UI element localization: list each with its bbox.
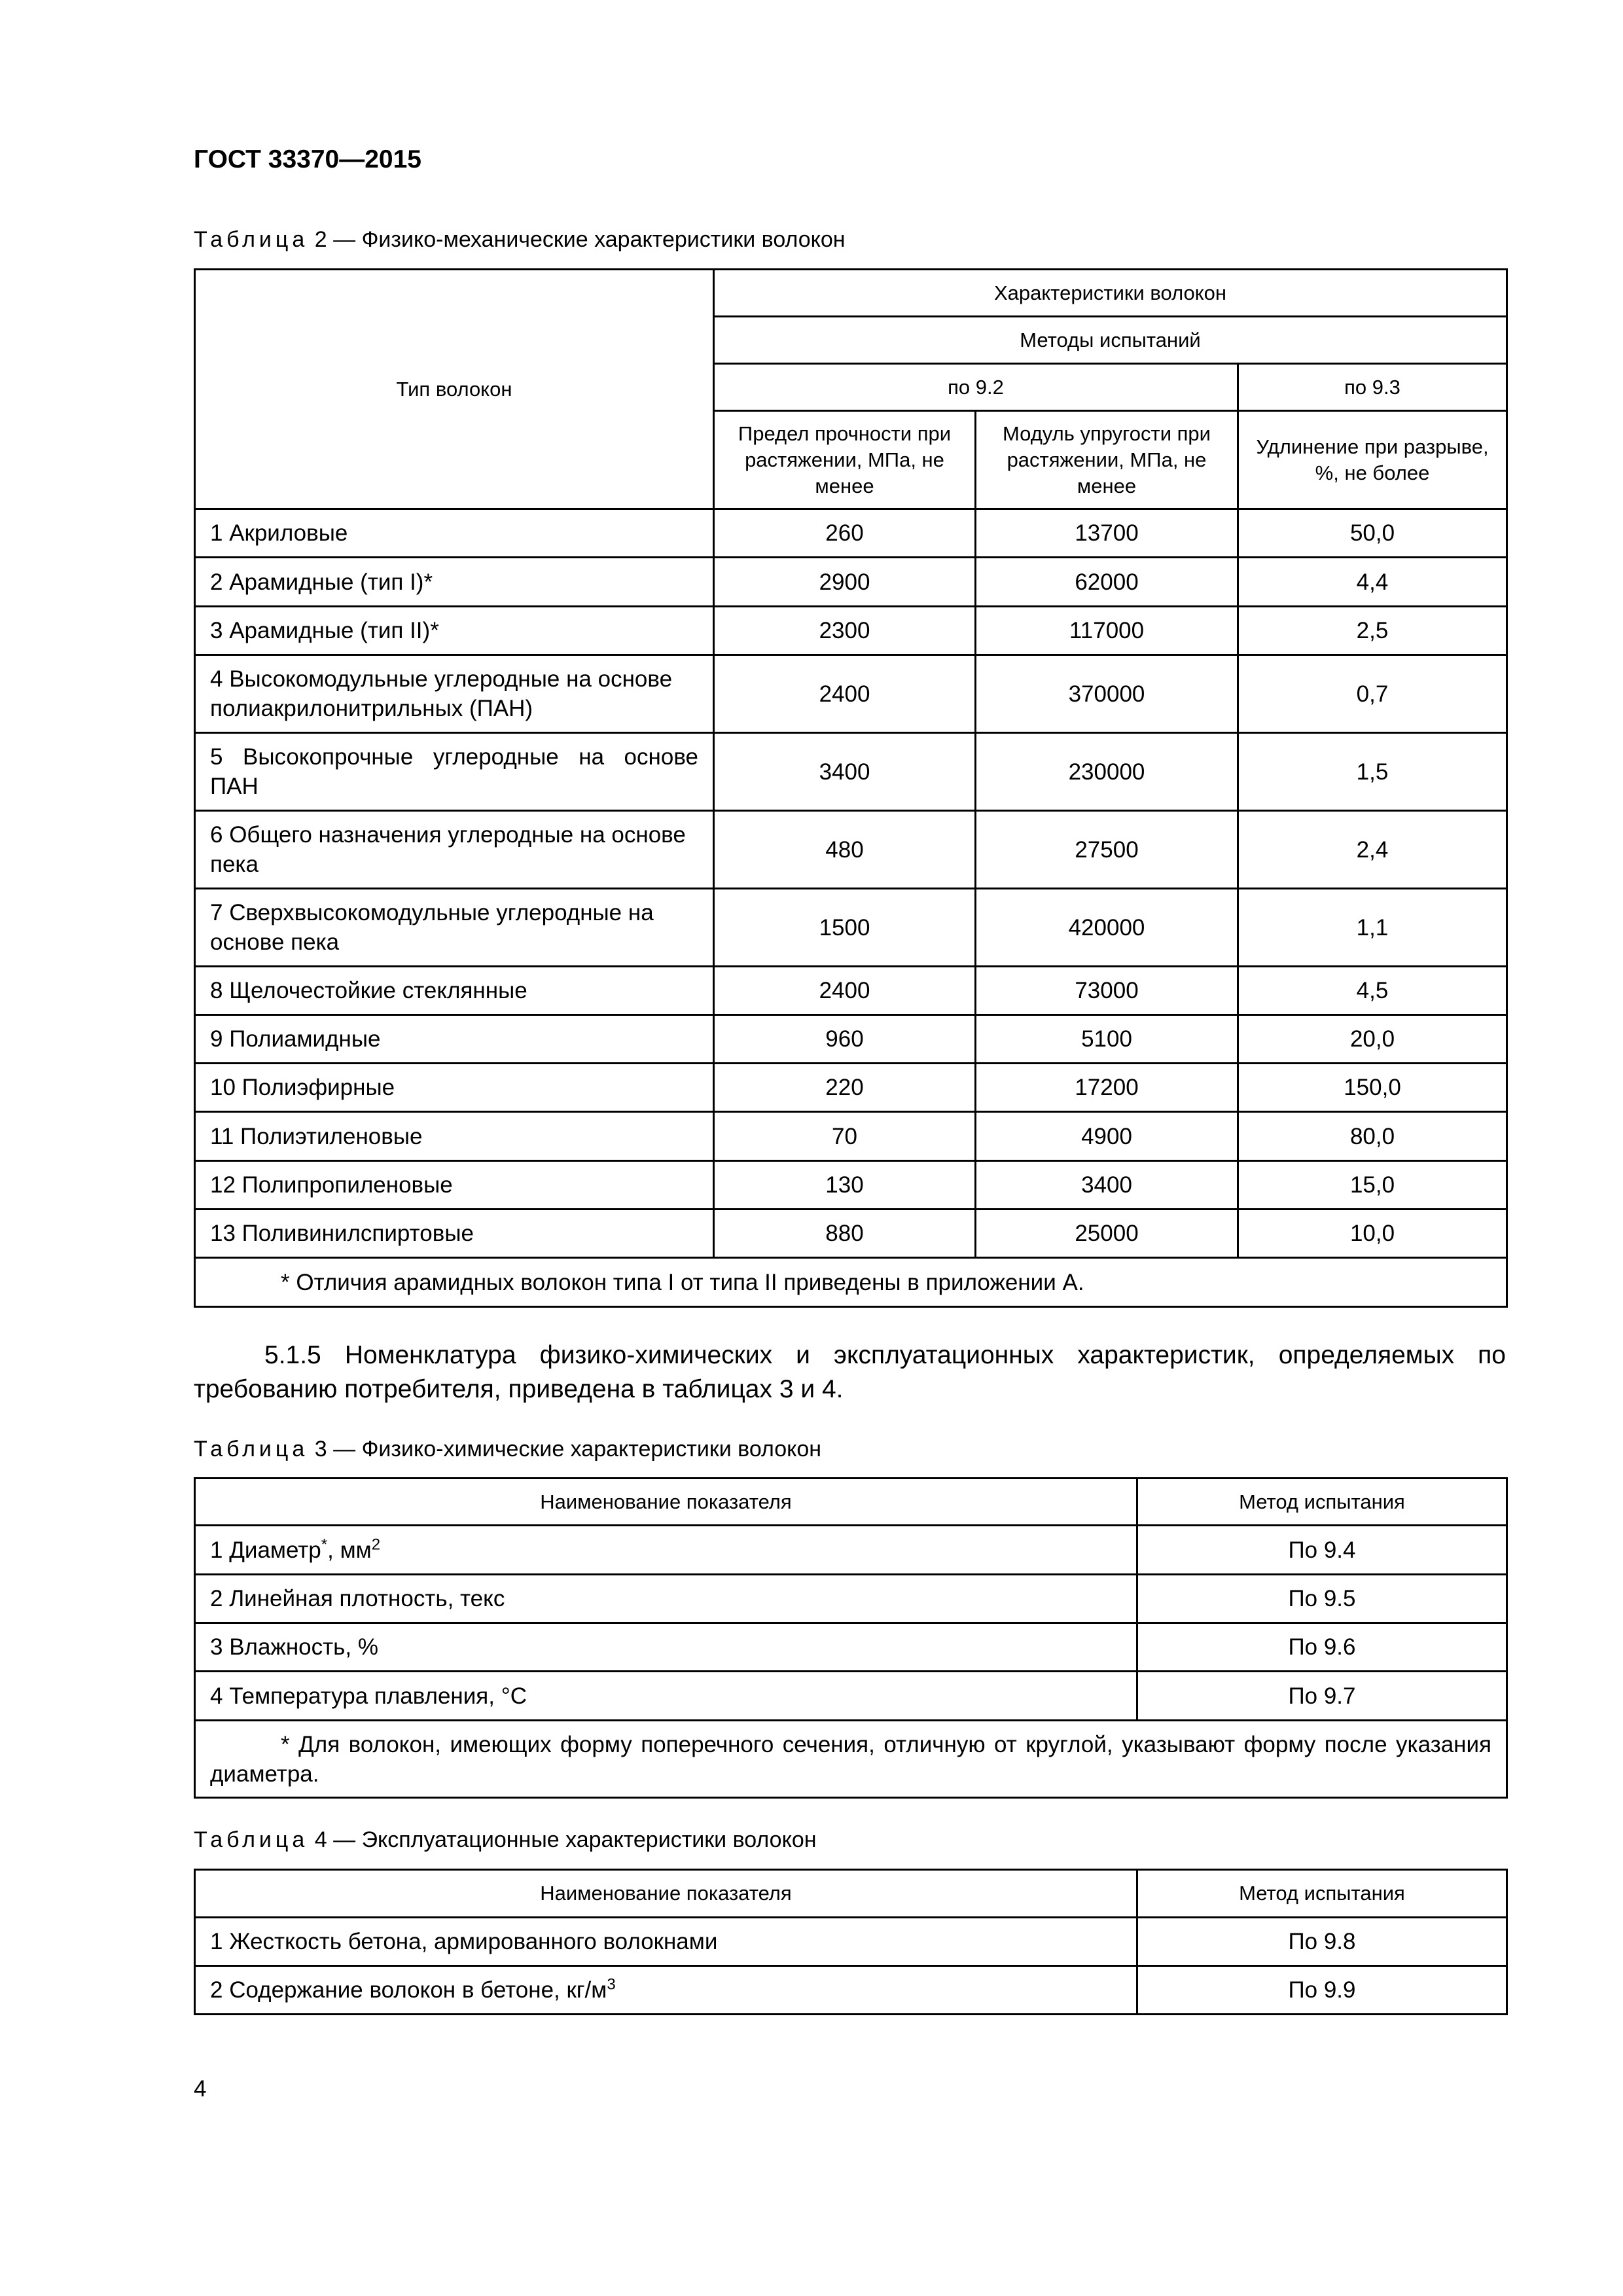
table-row xyxy=(195,1210,1507,1258)
table2-head-method-93: по 9.3 xyxy=(1238,364,1507,411)
table2-footnote: * Отличия арамидных волокон типа I от типа II приведены в приложении А. xyxy=(195,1258,1507,1307)
fiber-type: 1 Акриловые xyxy=(195,509,714,558)
indicator-name xyxy=(195,1526,1137,1575)
elongation-value: 20,0 xyxy=(1238,1015,1507,1064)
test-method: По 9.8 xyxy=(1137,1918,1507,1966)
table2-caption-prefix: Таблица xyxy=(194,227,309,252)
strength-value: 2400 xyxy=(714,967,976,1015)
table-row xyxy=(195,967,1507,1015)
indicator-name: 1 Жесткость бетона, армированного волокнами xyxy=(195,1918,1137,1966)
table3-footnote-star: * xyxy=(281,1731,290,1757)
strength-value: 960 xyxy=(714,1015,976,1064)
table3-head-name: Наименование показателя xyxy=(195,1479,1137,1526)
fiber-type: 12 Полипропиленовые xyxy=(195,1161,714,1210)
strength-value: 1500 xyxy=(714,889,976,967)
fiber-type: 10 Полиэфирные xyxy=(195,1064,714,1112)
fiber-type: 6 Общего назначения углеродные на основе пека xyxy=(195,811,714,889)
table-row xyxy=(195,1064,1507,1112)
indicator-name-text: 1 Диаметр xyxy=(210,1537,321,1563)
table-row xyxy=(195,1966,1507,2015)
modulus-value: 25000 xyxy=(976,1210,1238,1258)
table2-head-strength: Предел прочности при растяжении, МПа, не менее xyxy=(714,411,976,509)
table3-head-method: Метод испытания xyxy=(1137,1479,1507,1526)
indicator-name-text: 2 Содержание волокон в бетоне, кг/м xyxy=(210,1977,607,2003)
elongation-value: 2,5 xyxy=(1238,607,1507,655)
strength-value: 130 xyxy=(714,1161,976,1210)
unit-exponent: 3 xyxy=(607,1975,616,1994)
table-row xyxy=(195,733,1507,811)
table3-caption-prefix: Таблица xyxy=(194,1437,309,1462)
fiber-type: 9 Полиамидные xyxy=(195,1015,714,1064)
modulus-value: 5100 xyxy=(976,1015,1238,1064)
strength-value: 220 xyxy=(714,1064,976,1112)
document-header: ГОСТ 33370—2015 xyxy=(194,145,421,173)
table2-caption-number: 2 xyxy=(308,227,327,252)
paragraph-5-1-5: 5.1.5 Номенклатура физико-химических и эксплуатационных характеристик, определяемых по требованию потребителя, приведена в таблицах 3 и 4. xyxy=(194,1341,1506,1403)
strength-value: 260 xyxy=(714,509,976,558)
table3-caption-text: — Физико-химические характеристики волокон xyxy=(327,1437,822,1462)
fiber-type: 8 Щелочестойкие стеклянные xyxy=(195,967,714,1015)
table-row xyxy=(195,1918,1507,1966)
modulus-value: 17200 xyxy=(976,1064,1238,1112)
table3-caption-number: 3 xyxy=(308,1437,327,1462)
modulus-value: 117000 xyxy=(976,607,1238,655)
table2 xyxy=(194,268,1508,1308)
indicator-unit: , мм xyxy=(327,1537,372,1563)
table2-head-methods: Методы испытаний xyxy=(714,317,1507,364)
table-row xyxy=(195,509,1507,558)
table-row xyxy=(195,1112,1507,1161)
table-row xyxy=(195,1015,1507,1064)
table-row xyxy=(195,889,1507,967)
fiber-type: 2 Арамидные (тип I)* xyxy=(195,558,714,607)
table3-footnote xyxy=(195,1721,1507,1798)
modulus-value: 27500 xyxy=(976,811,1238,889)
modulus-value: 3400 xyxy=(976,1161,1238,1210)
table3 xyxy=(194,1477,1508,1799)
fiber-type: 13 Поливинилспиртовые xyxy=(195,1210,714,1258)
table4-caption-number: 4 xyxy=(308,1827,327,1852)
table4-head-name: Наименование показателя xyxy=(195,1870,1137,1918)
modulus-value: 230000 xyxy=(976,733,1238,811)
table2-head-elongation: Удлинение при разрыве, %, не более xyxy=(1238,411,1507,509)
fiber-type: 5 Высокопрочные углеродные на основе ПАН xyxy=(195,733,714,811)
table2-caption-text: — Физико-механические характеристики волокон xyxy=(327,227,846,252)
table-row xyxy=(195,1672,1507,1721)
footnote-marker: * xyxy=(321,1535,328,1553)
elongation-value: 4,4 xyxy=(1238,558,1507,607)
indicator-name: 2 Линейная плотность, текс xyxy=(195,1575,1137,1623)
strength-value: 2900 xyxy=(714,558,976,607)
modulus-value: 420000 xyxy=(976,889,1238,967)
table-row xyxy=(195,1526,1507,1575)
elongation-value: 80,0 xyxy=(1238,1112,1507,1161)
table3-caption xyxy=(194,1437,821,1462)
table-row xyxy=(195,558,1507,607)
strength-value: 2400 xyxy=(714,655,976,733)
test-method: По 9.7 xyxy=(1137,1672,1507,1721)
table-row xyxy=(195,607,1507,655)
modulus-value: 370000 xyxy=(976,655,1238,733)
table2-head-type: Тип волокон xyxy=(195,270,714,509)
elongation-value: 10,0 xyxy=(1238,1210,1507,1258)
table-row xyxy=(195,655,1507,733)
strength-value: 880 xyxy=(714,1210,976,1258)
test-method: По 9.6 xyxy=(1137,1623,1507,1672)
indicator-name xyxy=(195,1966,1137,2015)
indicator-name: 4 Температура плавления, °С xyxy=(195,1672,1137,1721)
table-row xyxy=(195,1161,1507,1210)
test-method: По 9.9 xyxy=(1137,1966,1507,2015)
elongation-value: 1,5 xyxy=(1238,733,1507,811)
table-row xyxy=(195,811,1507,889)
modulus-value: 4900 xyxy=(976,1112,1238,1161)
elongation-value: 4,5 xyxy=(1238,967,1507,1015)
table4-caption-text: — Эксплуатационные характеристики волокон xyxy=(327,1827,817,1852)
table2-head-characteristics: Характеристики волокон xyxy=(714,270,1507,317)
modulus-value: 73000 xyxy=(976,967,1238,1015)
strength-value: 480 xyxy=(714,811,976,889)
table4-caption xyxy=(194,1827,817,1853)
test-method: По 9.4 xyxy=(1137,1526,1507,1575)
modulus-value: 62000 xyxy=(976,558,1238,607)
elongation-value: 15,0 xyxy=(1238,1161,1507,1210)
table3-footnote-text: Для волокон, имеющих форму поперечного сечения, отличную от круглой, указывают форму после указания диаметра. xyxy=(210,1731,1491,1787)
strength-value: 3400 xyxy=(714,733,976,811)
elongation-value: 2,4 xyxy=(1238,811,1507,889)
table4-head-method: Метод испытания xyxy=(1137,1870,1507,1918)
strength-value: 2300 xyxy=(714,607,976,655)
elongation-value: 1,1 xyxy=(1238,889,1507,967)
fiber-type: 3 Арамидные (тип II)* xyxy=(195,607,714,655)
table2-head-modulus: Модуль упругости при растяжении, МПа, не менее xyxy=(976,411,1238,509)
fiber-type: 7 Сверхвысокомодульные углеродные на основе пека xyxy=(195,889,714,967)
unit-exponent: 2 xyxy=(371,1535,381,1553)
elongation-value: 150,0 xyxy=(1238,1064,1507,1112)
elongation-value: 0,7 xyxy=(1238,655,1507,733)
table4-caption-prefix: Таблица xyxy=(194,1827,309,1852)
indicator-name: 3 Влажность, % xyxy=(195,1623,1137,1672)
fiber-type: 4 Высокомодульные углеродные на основе полиакрилонитрильных (ПАН) xyxy=(195,655,714,733)
table4 xyxy=(194,1869,1508,2015)
page-number: 4 xyxy=(194,2076,207,2102)
fiber-type: 11 Полиэтиленовые xyxy=(195,1112,714,1161)
strength-value: 70 xyxy=(714,1112,976,1161)
elongation-value: 50,0 xyxy=(1238,509,1507,558)
modulus-value: 13700 xyxy=(976,509,1238,558)
table-row xyxy=(195,1623,1507,1672)
test-method: По 9.5 xyxy=(1137,1575,1507,1623)
table2-caption xyxy=(194,227,846,253)
table-row xyxy=(195,1575,1507,1623)
table2-head-method-92: по 9.2 xyxy=(714,364,1238,411)
